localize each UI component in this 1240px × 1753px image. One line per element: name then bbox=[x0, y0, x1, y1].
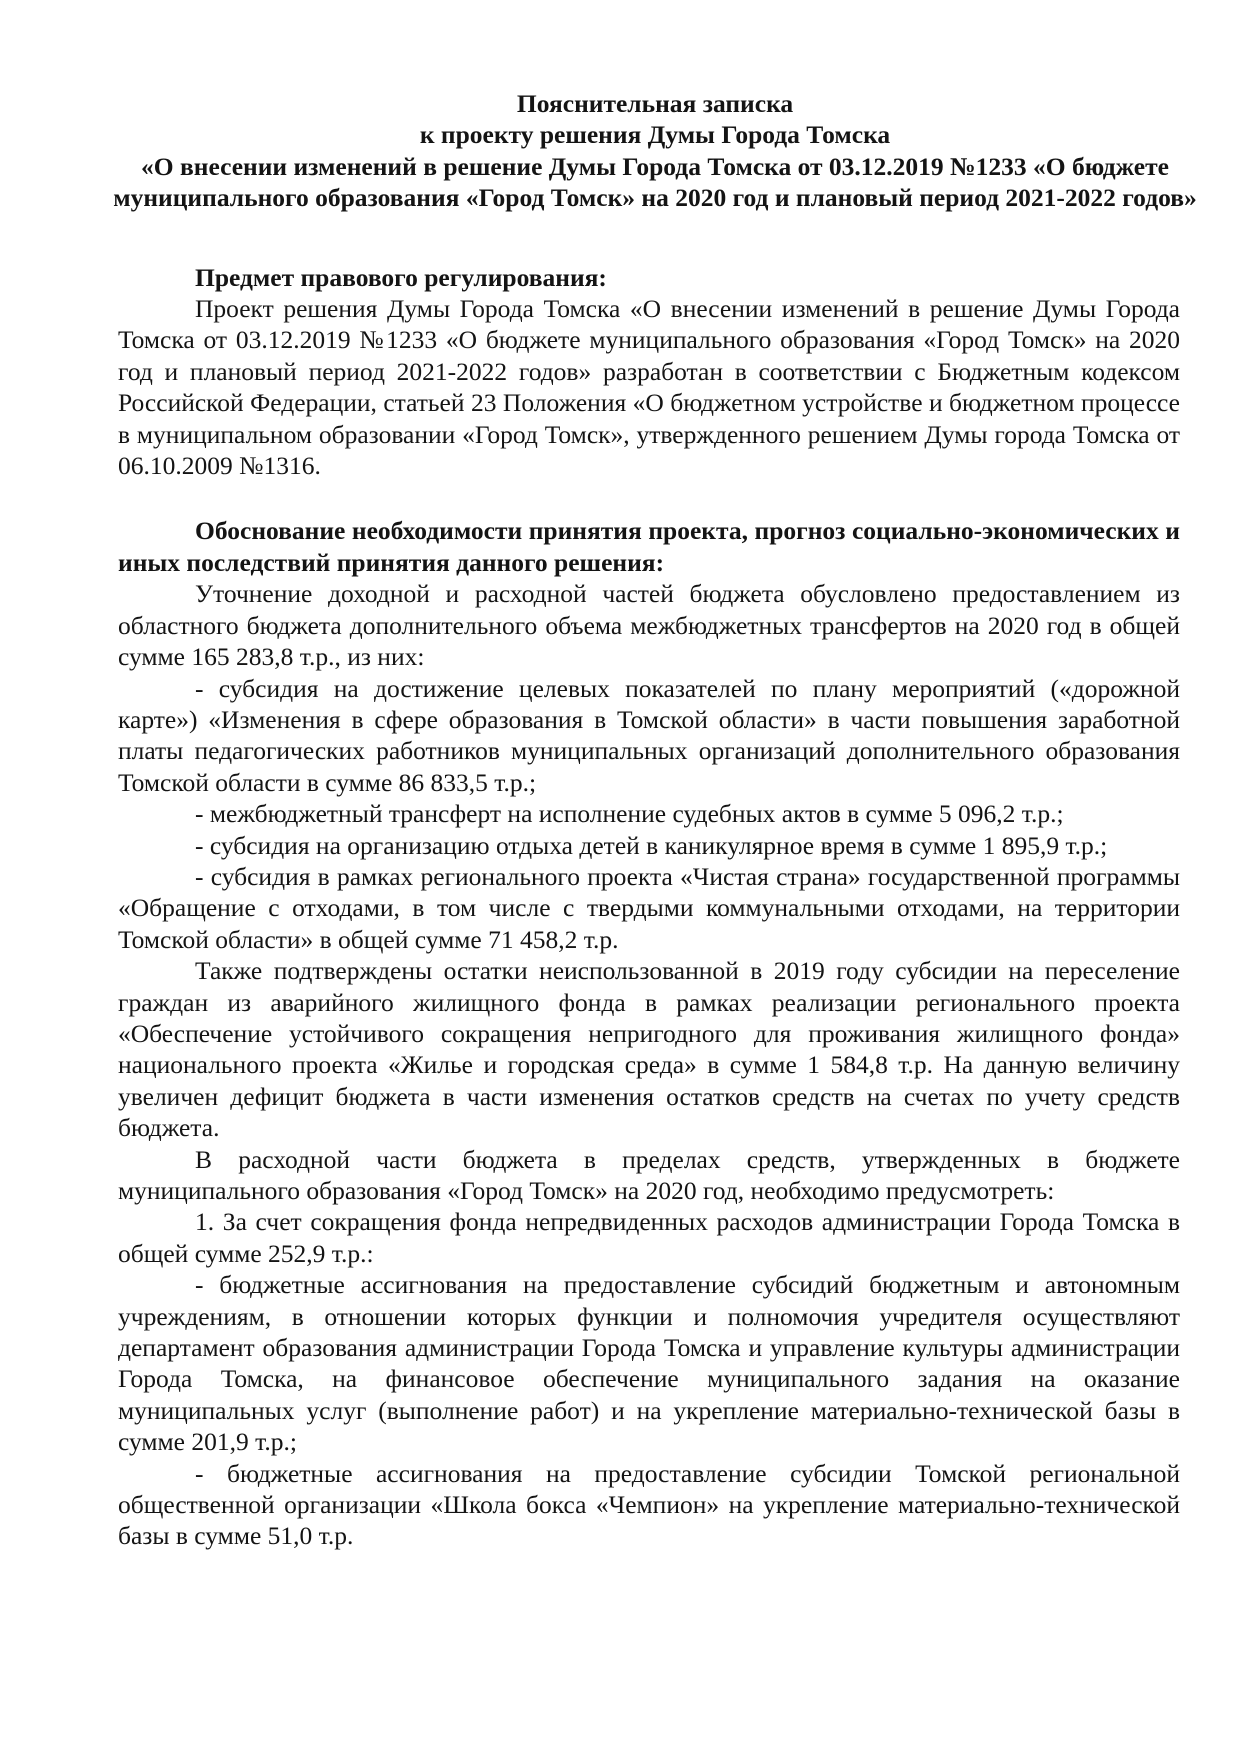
section-1-text: Проект решения Думы Города Томска «О внесении изменений в решение Думы Города Томска от 03.12.2019 №1233 «О бюджете муниципального образования «Город Томск» на 2020 год и плановый период 2021-2022 годов» разработан в соответствии с Бюджетным кодексом Российской Федерации, статьей 23 Положения «О бюджетном устройстве и бюджетном процессе в муниципальном образовании «Город Томск», утвержденного решением Думы города Томска от 06.10.2009 №1316. bbox=[118, 294, 1180, 481]
sub-list-item: - бюджетные ассигнования на предоставление субсидии Томской региональной общественной организации «Школа бокса «Чемпион» на укрепление материально-технической базы в сумме 51,0 т.р. bbox=[118, 1458, 1180, 1551]
list-item: - субсидия на организацию отдыха детей в каникулярное время в сумме 1 895,9 т.р.; bbox=[195, 830, 1108, 860]
list-item: - субсидия на достижение целевых показателей по плану мероприятий («дорожной карте») «Изменения в сфере образования в Томской области» в части повышения заработной платы педагогических работников муниципальных организаций дополнительного образования Томской области в сумме 86 833,5 т.р.; bbox=[118, 673, 1180, 797]
section-2-paragraph-2: Также подтверждены остатки неиспользованной в 2019 году субсидии на переселение граждан из аварийного жилищного фонда в рамках реализации регионального проекта «Обеспечение устойчивого сокращения непригодного для проживания жилищного фонда» национального проекта «Жилье и городская среда» в сумме 1 584,8 т.р. На данную величину увеличен дефицит бюджета в части изменения остатков средств на счетах по учету средств бюджета. bbox=[118, 956, 1180, 1143]
title-line-1: Пояснительная записка bbox=[516, 89, 794, 118]
section-2-heading: Обоснование необходимости принятия проекта, прогноз социально-экономических и иных последствий принятия данного решения: bbox=[118, 516, 1180, 577]
list-item: - межбюджетный трансферт на исполнение судебных актов в сумме 5 096,2 т.р.; bbox=[195, 799, 1064, 829]
point-1: 1. За счет сокращения фонда непредвиденных расходов администрации Города Томска в общей сумме 252,9 т.р.: bbox=[118, 1207, 1180, 1268]
document-title bbox=[110, 88, 1200, 214]
title-line-3: «О внесении изменений в решение Думы Города Томска от 03.12.2019 №1233 «О бюджете муниципального образования «Город Томск» на 2020 год и плановый период 2021-2022 годов» bbox=[113, 151, 1197, 213]
sub-list-item: - бюджетные ассигнования на предоставление субсидий бюджетным и автономным учреждениям, в отношении которых функции и полномочия учредителя осуществляют департамент образования администрации Города Томска и управление культуры администрации Города Томска, на финансовое обеспечение муниципального задания на оказание муниципальных услуг (выполнение работ) и на укрепление материально-технической базы в сумме 201,9 т.р.; bbox=[118, 1270, 1180, 1457]
list-item: - субсидия в рамках регионального проекта «Чистая страна» государственной программы «Обращение с отходами, в том числе с твердыми коммунальными отходами, на территории Томской области» в общей сумме 71 458,2 т.р. bbox=[118, 861, 1180, 954]
section-2-intro: Уточнение доходной и расходной частей бюджета обусловлено предоставлением из областного бюджета дополнительного объема межбюджетных трансфертов на 2020 год в общей сумме 165 283,8 т.р., из них: bbox=[118, 579, 1180, 672]
title-line-2: к проекту решения Думы Города Томска bbox=[419, 120, 891, 150]
section-2-paragraph-3: В расходной части бюджета в пределах средств, утвержденных в бюджете муниципального образования «Город Томск» на 2020 год, необходимо предусмотреть: bbox=[118, 1144, 1180, 1205]
section-1-heading: Предмет правового регулирования: bbox=[195, 262, 607, 292]
